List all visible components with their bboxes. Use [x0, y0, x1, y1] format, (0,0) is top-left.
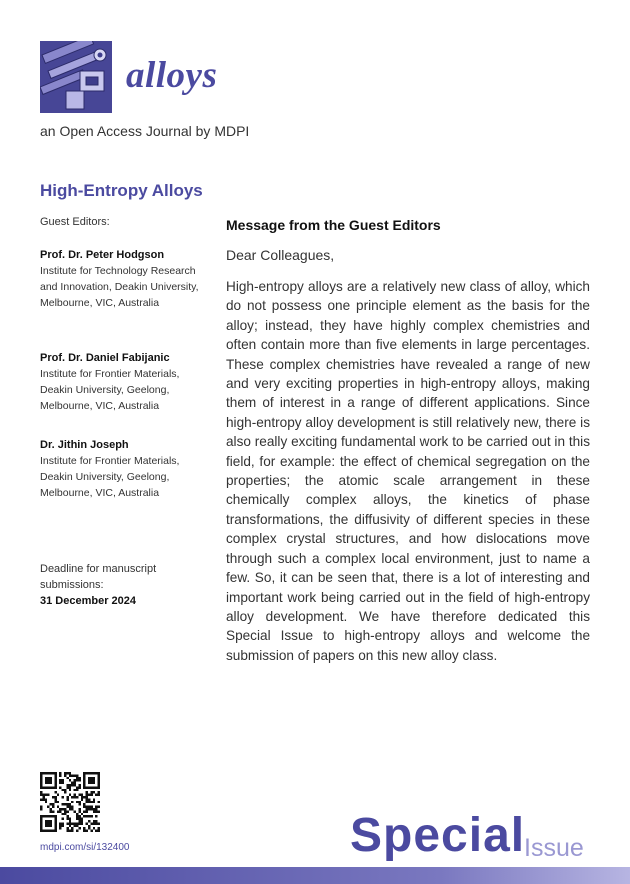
editor-affiliation: Institute for Technology Research and Innovation, Deakin University, Melbourne, VIC, Australia	[40, 265, 199, 309]
issue-word: Issue	[524, 834, 584, 862]
special-word: Special	[350, 809, 526, 862]
guest-editor-2	[40, 350, 212, 414]
editor-name: Prof. Dr. Peter Hodgson	[40, 249, 165, 261]
guest-editors-label: Guest Editors:	[40, 216, 110, 228]
message-heading: Message from the Guest Editors	[226, 217, 441, 233]
deadline-label: Deadline for manuscript submissions:	[40, 563, 157, 591]
special-issue-title: High-Entropy Alloys	[40, 181, 203, 200]
qr-code-icon[interactable]	[40, 772, 100, 832]
special-issue-link[interactable]: mdpi.com/si/132400	[40, 842, 130, 853]
deadline-block	[40, 561, 210, 609]
editor-name: Dr. Jithin Joseph	[40, 439, 129, 451]
guest-editor-1	[40, 247, 212, 311]
journal-name: alloys	[126, 55, 218, 96]
editor-affiliation: Institute for Frontier Materials, Deakin University, Geelong, Melbourne, VIC, Australia	[40, 455, 180, 499]
footer-bar	[0, 867, 630, 884]
metal-tubes-logo-icon	[40, 41, 112, 113]
editor-name: Prof. Dr. Daniel Fabijanic	[40, 352, 170, 364]
journal-tagline: an Open Access Journal by MDPI	[40, 123, 250, 139]
message-salutation: Dear Colleagues,	[226, 247, 335, 263]
deadline-date: 31 December 2024	[40, 595, 137, 607]
guest-editor-3	[40, 437, 212, 501]
message-body: High-entropy alloys are a relatively new class of alloy, which do not possess one principle element as the basis for the alloy; instead, they have highly complex chemistries and often contain more than five elements in large percentages. These complex chemistries have revealed a range of new and very exciting properties in high-entropy alloys, making them of interest in a range of different applications. Since high-entropy alloy development is still relatively new, there is also really exciting fundamental work to be carried out in this field, for example: the effect of chemical segregation on the properties; the atomic scale arrangement in these chemically complex alloys, the kinetics of phase transformations, the diffusivity of different species in these complex crystal structures, and how dislocations move through such a complex local environment, just to name a few. So, it can be seen that, there is a lot of interesting and important work being carried out in the field of high-entropy alloy development. We have therefore dedicated this Special Issue to high-entropy alloys and welcome the submission of papers on this new alloy class.	[226, 279, 590, 663]
editor-affiliation: Institute for Frontier Materials, Deakin University, Geelong, Melbourne, VIC, Australia	[40, 368, 180, 412]
